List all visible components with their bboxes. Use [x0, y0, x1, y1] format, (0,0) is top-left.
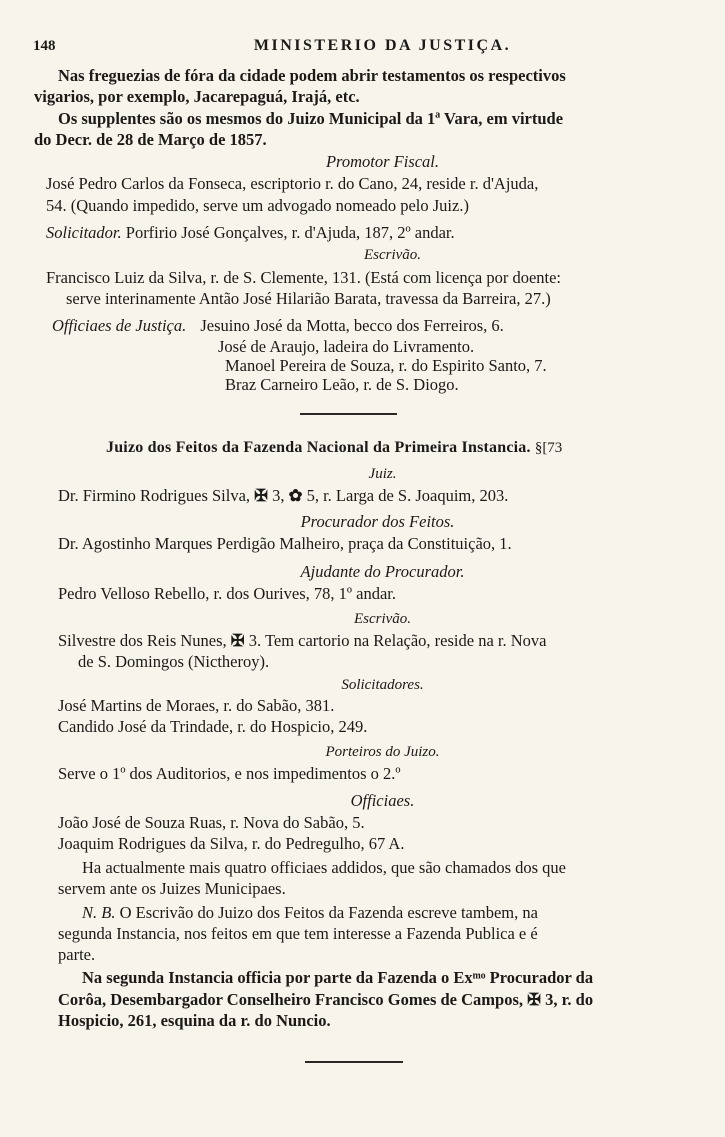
- section2-title: Juizo dos Feitos da Fazenda Nacional da Primeira Instancia.: [106, 439, 531, 456]
- officiaes1-item: José de Araujo, ladeira do Livramento.: [218, 337, 475, 356]
- solicitadores-heading: Solicitadores.: [341, 677, 424, 693]
- officiaes2-item: Joaquim Rodrigues da Silva, r. do Pedregulho, 67 A.: [58, 834, 405, 853]
- escrivao2-line1: [58, 631, 695, 651]
- last-line2-text: Corôa, Desembargador Conselheiro Francisco Gomes de Campos,: [58, 990, 528, 1009]
- procurador-heading: Procurador dos Feitos.: [300, 512, 455, 531]
- officiaes1-item: Manoel Pereira de Souza, r. do Espirito Santo, 7.: [225, 356, 547, 375]
- order-cross-icon: ✠: [230, 631, 245, 650]
- juiz-name: Dr. Firmino Rodrigues Silva,: [58, 486, 255, 505]
- escrivao2-heading: Escrivão.: [353, 611, 412, 627]
- procurador-line: Dr. Agostinho Marques Perdigão Malheiro, praça da Constituição, 1.: [58, 534, 512, 553]
- escrivao2-detail: 3. Tem cartorio na Relação, reside na r. Nova: [244, 631, 547, 650]
- last-line3: Hospicio, 261, esquina da r. do Nuncio.: [58, 1011, 331, 1030]
- escrivao1-line2: serve interinamente Antão José Hilarião Barata, travessa da Barreira, 27.): [66, 289, 551, 308]
- juiz-address: 5, r. Larga de S. Joaquim, 203.: [302, 486, 509, 505]
- escrivao2-name: Silvestre dos Reis Nunes,: [58, 631, 231, 650]
- intro-p2-line1: Os supplentes são os mesmos do Juizo Municipal da 1ª Vara, em virtude: [58, 109, 564, 128]
- page-title: MINISTERIO DA JUSTIÇA.: [253, 37, 512, 54]
- ha-line1: Ha actualmente mais quatro officiaes addidos, que são chamados dos que: [82, 858, 567, 877]
- promotor-line1: José Pedro Carlos da Fonseca, escriptorio r. do Cano, 24, reside r. d'Ajuda,: [46, 174, 539, 193]
- nb-line3: parte.: [58, 945, 96, 964]
- solicitador-item: Candido José da Trindade, r. do Hospicio, 249.: [58, 717, 368, 736]
- escrivao1-line1: Francisco Luiz da Silva, r. de S. Clemente, 131. (Está com licença por doente:: [46, 268, 562, 287]
- last-line1: Na segunda Instancia officia por parte da Fazenda o Exᵐᵒ Procurador da: [82, 968, 594, 987]
- intro-p1-line1: Nas freguezias de fóra da cidade podem abrir testamentos os respectivos: [58, 66, 566, 85]
- escrivao1-heading: Escrivão.: [363, 247, 422, 263]
- order-cross-icon: ✠: [527, 990, 541, 1009]
- solicitador-item: José Martins de Moraes, r. do Sabão, 381.: [58, 696, 335, 715]
- nb-line1: [82, 903, 695, 923]
- solicitador-line: [46, 223, 725, 243]
- officiaes1-item: Jesuino José da Motta, becco dos Ferreiros, 6.: [200, 316, 504, 335]
- officiaes2-heading: Officiaes.: [350, 791, 415, 810]
- officiaes1-item: Braz Carneiro Leão, r. de S. Diogo.: [225, 375, 459, 394]
- nb-line2: segunda Instancia, nos feitos em que tem interesse a Fazenda Publica e é: [58, 924, 538, 943]
- ajudante-line: Pedro Velloso Rebello, r. dos Ourives, 78, 1º andar.: [58, 584, 396, 603]
- last-line2: [58, 990, 695, 1010]
- intro-p2-line2: do Decr. de 28 de Março de 1857.: [34, 130, 267, 149]
- solicitador-text: Porfirio José Gonçalves, r. d'Ajuda, 187, 2º andar.: [125, 223, 455, 242]
- porteiros-heading: Porteiros do Juizo.: [325, 744, 440, 760]
- solicitador-label: Solicitador.: [46, 223, 122, 242]
- juiz-cross-number: 3,: [268, 486, 289, 505]
- escrivao2-line2: de S. Domingos (Nictheroy).: [78, 652, 270, 671]
- officiaes2-item: João José de Souza Ruas, r. Nova do Sabão, 5.: [58, 813, 365, 832]
- intro-p1-line2: vigarios, por exemplo, Jacarepaguá, Irajá, etc.: [34, 87, 360, 106]
- juiz-heading: Juiz.: [368, 466, 397, 482]
- nb-label: N. B.: [82, 903, 116, 922]
- promotor-line2: 54. (Quando impedido, serve um advogado nomeado pelo Juiz.): [46, 196, 469, 215]
- ha-line2: servem ante os Juizes Municipaes.: [58, 879, 286, 898]
- officiaes1-label: Officiaes de Justiça.: [52, 316, 187, 335]
- last-line2-address: 3, r. do: [540, 990, 594, 1009]
- officiaes1-first-line: [52, 316, 725, 336]
- juiz-line: [58, 486, 725, 506]
- section-divider: [300, 413, 397, 415]
- porteiros-line: Serve o 1º dos Auditorios, e nos impedimentos o 2.º: [58, 764, 401, 783]
- nb-text: O Escrivão do Juizo dos Feitos da Fazenda escreve tambem, na: [115, 903, 538, 922]
- page-number: 148: [33, 38, 56, 54]
- section2-title-line: [106, 437, 725, 458]
- ajudante-heading: Ajudante do Procurador.: [300, 562, 465, 581]
- order-cross-icon: ✠: [254, 486, 268, 505]
- order-rose-icon: ✿: [288, 486, 303, 505]
- promotor-heading: Promotor Fiscal.: [325, 152, 440, 171]
- section2-ref: §[73: [534, 440, 563, 456]
- footer-divider: [305, 1061, 403, 1063]
